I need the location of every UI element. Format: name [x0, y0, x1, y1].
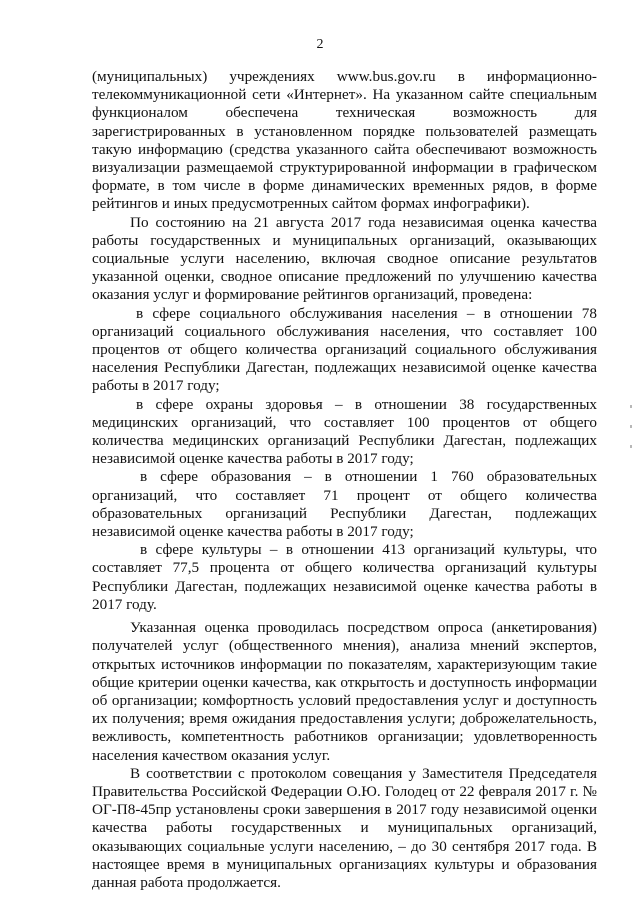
scan-artifact	[630, 445, 632, 448]
paragraph-healthcare: в сфере охраны здоровья – в отношении 38 государственных медицинских организаций, что составляет 100 процентов от общего количества медицинских организаций Республики Дагестан, подлежащих независимой оценке качества работы в 2017 году;	[92, 395, 597, 468]
paragraph-assessment-status: По состоянию на 21 августа 2017 года независимая оценка качества работы государственных и муниципальных организаций, оказывающих социальные услуги населению, включая сводное описание результатов указанной оценки, сводное описание предложений по улучшению качества оказания услуг и формирование рейтингов организаций, проведена:	[92, 213, 597, 304]
paragraph-social-services: в сфере социального обслуживания населения – в отношении 78 организаций социального обслуживания населения, что составляет 100 процентов от общего количества организаций социального обслуживания населения Республики Дагестан, подлежащих независимой оценке качества работы в 2017 году;	[92, 304, 597, 395]
scan-artifact	[630, 425, 632, 428]
page-number: 2	[316, 37, 324, 52]
paragraph-assessment-method: Указанная оценка проводилась посредством опроса (анкетирования) получателей услуг (общественного мнения), анализа мнений экспертов, открытых источников информации по показателям, характеризующим такие общие критерии оценки качества, как открытость и доступность информации об организации; комфортность условий предоставления услуг и доступность их получения; время ожидания предоставления услуги; доброжелательность, вежливость, компетентность работников организации; удовлетворенность населения качеством оказания услуг.	[92, 619, 597, 764]
scan-artifact	[630, 405, 632, 408]
paragraph-culture: в сфере культуры – в отношении 413 организаций культуры, что составляет 77,5 процента от общего количества организаций культуры Республики Дагестан, подлежащих независимой оценке качества работы в 2017 году.	[92, 541, 597, 613]
paragraph-site-description: (муниципальных) учреждениях www.bus.gov.ru в информационно-телекоммуникационной сети «Интернет». На указанном сайте специальным функционалом обеспечена техническая возможность для зарегистрированных в установленном порядке пользователей размещать такую информацию (средства указанного сайта обеспечивают возможность визуализации размещаемой структурированной информации в графическом формате, в том числе в форме динамических временных рядов, в форме рейтингов и иных предусмотренных сайтом формах инфографики).	[92, 68, 597, 213]
paragraph-education: в сфере образования – в отношении 1 760 образовательных организаций, что составляет 71 процент от общего количества образовательных организаций Республики Дагестан, подлежащих независимой оценке качества работы в 2017 году;	[92, 468, 597, 541]
document-body	[92, 68, 597, 892]
paragraph-protocol-deadline: В соответствии с протоколом совещания у Заместителя Председателя Правительства Российской Федерации О.Ю. Голодец от 22 февраля 2017 г. № ОГ-П8-45пр установлены сроки завершения в 2017 году независимой оценки качества работы государственных и муниципальных организаций, оказывающих социальные услуги населению, – до 30 сентября 2017 года. В настоящее время в муниципальных организациях культуры и образования данная работа продолжается.	[92, 764, 597, 891]
